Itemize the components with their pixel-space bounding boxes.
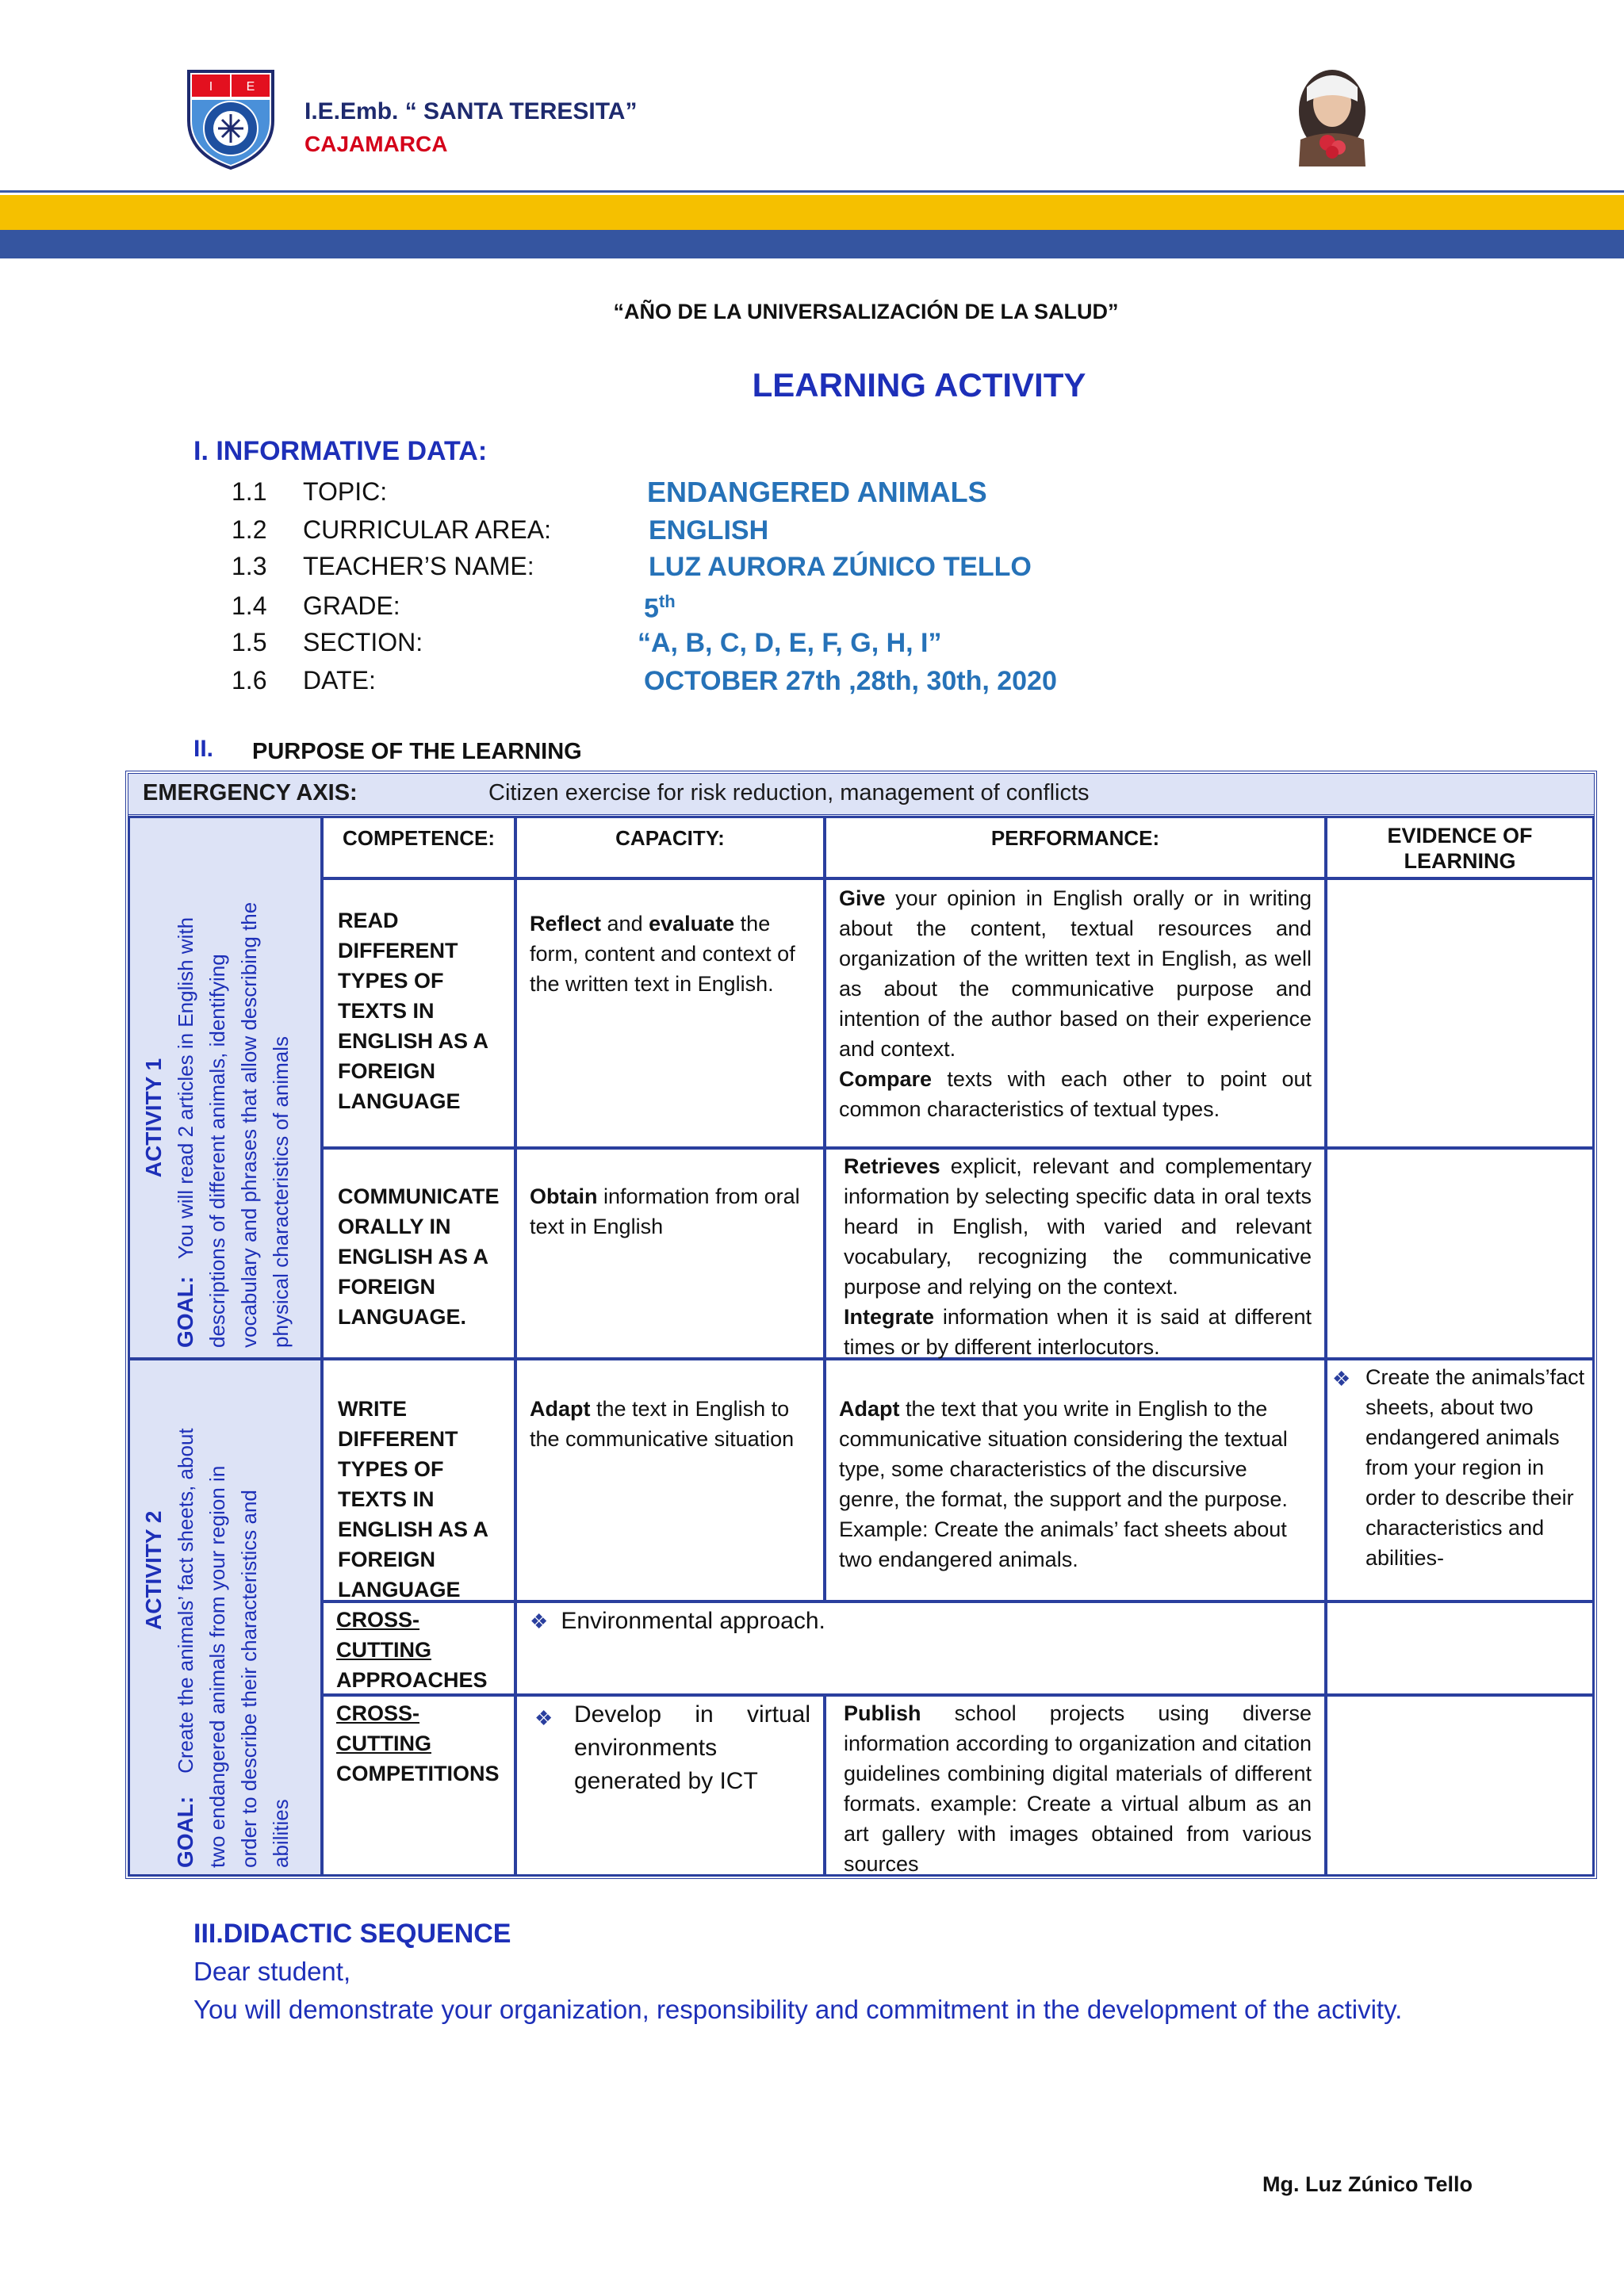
activity-2-goal-line: order to describe their characteristics and (237, 1490, 261, 1868)
evidence-empty (1326, 1601, 1594, 1695)
capacity-keyword: Reflect (530, 912, 602, 936)
performance-keyword: Give (839, 886, 886, 910)
label-part: APPROACHES (336, 1668, 488, 1692)
performance-retrieves (825, 1148, 1326, 1359)
activity-2-title: ACTIVITY 2 (141, 1510, 166, 1630)
activity-1-goal-line: vocabulary and phrases that allow describing the (237, 901, 261, 1348)
emergency-axis-label: EMERGENCY AXIS: (143, 780, 358, 806)
performance-text: explicit, relevant and complementary information by selecting specific data in oral texts heard in English, with varied and relevant vocabulary, recognizing the communicative purpose and relying on the context. (844, 1154, 1312, 1299)
capacity-keyword: Obtain (530, 1184, 598, 1208)
cross-cutting-approaches-text (515, 1601, 1326, 1695)
capacity-reflect (515, 878, 825, 1148)
performance-text: your opinion in English orally or in writing about the content, textual resources and organization of the written text in English, as well as about the communicative purpose and intention of the author based on their experience and context. (839, 886, 1312, 1061)
activity-2-goal-line: abilities (269, 1799, 293, 1868)
bullet-diamond-icon: ❖ (530, 1609, 549, 1633)
activity-1-title: ACTIVITY 1 (141, 1058, 166, 1178)
performance-adapt (825, 1359, 1326, 1601)
evidence-empty (1326, 1148, 1594, 1359)
grade-number: 5 (644, 593, 659, 624)
emergency-axis-row (128, 774, 1594, 817)
activity-2-rotated (138, 1360, 297, 1868)
activity-1-cell (128, 817, 322, 1359)
activity-1-goal-line: descriptions of different animals, identifying (205, 954, 229, 1348)
activity-2-goal-label: GOAL: (173, 1796, 197, 1868)
competence-read: READ DIFFERENT TYPES OF TEXTS IN ENGLISH AS A FOREIGN LANGUAGE (322, 878, 515, 1148)
col-header-performance: PERFORMANCE: (825, 817, 1326, 878)
label-part: COMPETITIONS (336, 1762, 500, 1785)
label-part: CROSS- (336, 1608, 420, 1632)
info-num: 1.2 (232, 515, 267, 544)
school-city: CAJAMARCA (304, 132, 448, 156)
competence-write: WRITE DIFFERENT TYPES OF TEXTS IN ENGLISH AS A FOREIGN LANGUAGE (322, 1359, 515, 1601)
evidence-fact-sheets (1326, 1359, 1594, 1601)
school-logo-shield (184, 65, 278, 171)
didactic-greeting: Dear student, (193, 1957, 351, 1986)
school-name: I.E.Emb. “ SANTA TERESITA” (304, 98, 638, 124)
info-num: 1.1 (232, 477, 267, 506)
activity-2-goal-line: two endangered animals from your region in (205, 1465, 229, 1868)
performance-keyword: Adapt (839, 1397, 900, 1421)
approach-text: Environmental approach. (561, 1608, 825, 1634)
info-label: GRADE: (303, 591, 400, 620)
info-value: OCTOBER 27th ,28th, 30th, 2020 (644, 666, 1057, 696)
info-value: LUZ AURORA ZÚNICO TELLO (649, 552, 1032, 582)
evidence-text: Create the animals’fact sheets, about two endangered animals from your region in order to describe their characteristics and abilities- (1365, 1365, 1585, 1570)
info-num: 1.5 (232, 628, 267, 656)
info-value: ENDANGERED ANIMALS (647, 476, 987, 508)
signature: Mg. Luz Zúnico Tello (1262, 2172, 1473, 2196)
performance-text: information when it is said at different times or by different interlocutors. (844, 1305, 1312, 1359)
saint-portrait-image (1283, 63, 1381, 166)
activity-2-goal-line (170, 1360, 201, 1868)
capacity-keyword: evaluate (649, 912, 735, 936)
activity-2-cell (128, 1359, 322, 1876)
logo-letter-e: E (246, 80, 255, 94)
info-num: 1.4 (232, 591, 267, 620)
header-rule (0, 190, 1624, 193)
capacity-text: Develop in virtual environments generated by ICT (574, 1701, 810, 1794)
header-band-gold (0, 195, 1624, 230)
didactic-text: You will demonstrate your organization, responsibility and commitment in the development of the activity. (193, 1995, 1403, 2024)
performance-give (825, 878, 1326, 1148)
performance-keyword: Retrieves (844, 1154, 940, 1178)
section-purpose-heading: PURPOSE OF THE LEARNING (252, 739, 582, 764)
capacity-obtain (515, 1148, 825, 1359)
competence-communicate: COMMUNICATE ORALLY IN ENGLISH AS A FOREIGN LANGUAGE. (322, 1148, 515, 1359)
info-num: 1.6 (232, 666, 267, 695)
performance-text: school projects using diverse information according to organization and citation guidelines combining digital materials of different formats. example: Create a virtual album as an art gallery with images obtained from various sources (844, 1701, 1312, 1876)
info-value (644, 591, 676, 624)
info-label: SECTION: (303, 628, 423, 656)
col-header-evidence: EVIDENCE OF LEARNING (1326, 817, 1594, 878)
info-value: ENGLISH (649, 515, 769, 545)
capacity-develop (515, 1695, 825, 1876)
activity-1-goal-line: physical characteristics of animals (269, 1035, 293, 1348)
info-value: “A, B, C, D, E, F, G, H, I” (638, 628, 942, 658)
info-label: TOPIC: (303, 477, 388, 506)
col-header-competence: COMPETENCE: (322, 817, 515, 878)
performance-text: the text that you write in English to the communicative situation considering the textual type, some characteristics of the discursive genre, the format, the support and the purpose. Example: Create the animals’ fact sheets about two endangered animals. (839, 1397, 1288, 1571)
info-label: TEACHER’S NAME: (303, 552, 534, 580)
activity-1-goal-line (170, 825, 201, 1348)
section-informative-heading: I. INFORMATIVE DATA: (193, 436, 488, 466)
year-title: “AÑO DE LA UNIVERSALIZACIÓN DE LA SALUD” (613, 300, 1119, 323)
capacity-keyword: Adapt (530, 1397, 591, 1421)
purpose-table (125, 771, 1597, 1879)
activity-1-goal-text: You will read 2 articles in English with (174, 916, 197, 1260)
info-label: CURRICULAR AREA: (303, 515, 551, 544)
evidence-empty (1326, 1695, 1594, 1876)
activity-1-rotated (138, 825, 297, 1348)
capacity-text: information from oral text in English (530, 1184, 800, 1238)
info-label: DATE: (303, 666, 376, 695)
emergency-axis-text: Citizen exercise for risk reduction, management of conflicts (488, 780, 1090, 806)
logo-letter-i: I (209, 80, 213, 94)
section-purpose-number: II. (193, 736, 214, 762)
cross-cutting-competitions-label (322, 1695, 515, 1876)
capacity-text: and (601, 912, 649, 936)
col-header-capacity: CAPACITY: (515, 817, 825, 878)
bullet-diamond-icon: ❖ (1332, 1367, 1351, 1391)
grade-suffix: th (658, 591, 676, 611)
evidence-empty (1326, 878, 1594, 1148)
label-part: CUTTING (336, 1638, 431, 1662)
cross-cutting-approaches-label (322, 1601, 515, 1695)
performance-keyword: Compare (839, 1067, 933, 1091)
info-num: 1.3 (232, 552, 267, 580)
capacity-text: the text in English to the communicative situation (530, 1397, 795, 1451)
bullet-diamond-icon: ❖ (534, 1706, 553, 1730)
performance-text: texts with each other to point out common characteristics of textual types. (839, 1067, 1312, 1121)
section-didactic-heading: III.DIDACTIC SEQUENCE (193, 1919, 511, 1949)
performance-publish (825, 1695, 1326, 1876)
label-part: CUTTING (336, 1732, 431, 1755)
label-part: CROSS- (336, 1701, 420, 1725)
header-band-blue (0, 230, 1624, 258)
activity-1-goal-label: GOAL: (173, 1276, 197, 1348)
capacity-adapt (515, 1359, 825, 1601)
activity-2-goal-text: Create the animals’ fact sheets, about (174, 1428, 197, 1774)
capacity-text: the form, content and context of the written text in English. (530, 912, 795, 996)
document-title: LEARNING ACTIVITY (752, 366, 1086, 404)
performance-keyword: Integrate (844, 1305, 935, 1329)
performance-keyword: Publish (844, 1701, 921, 1725)
